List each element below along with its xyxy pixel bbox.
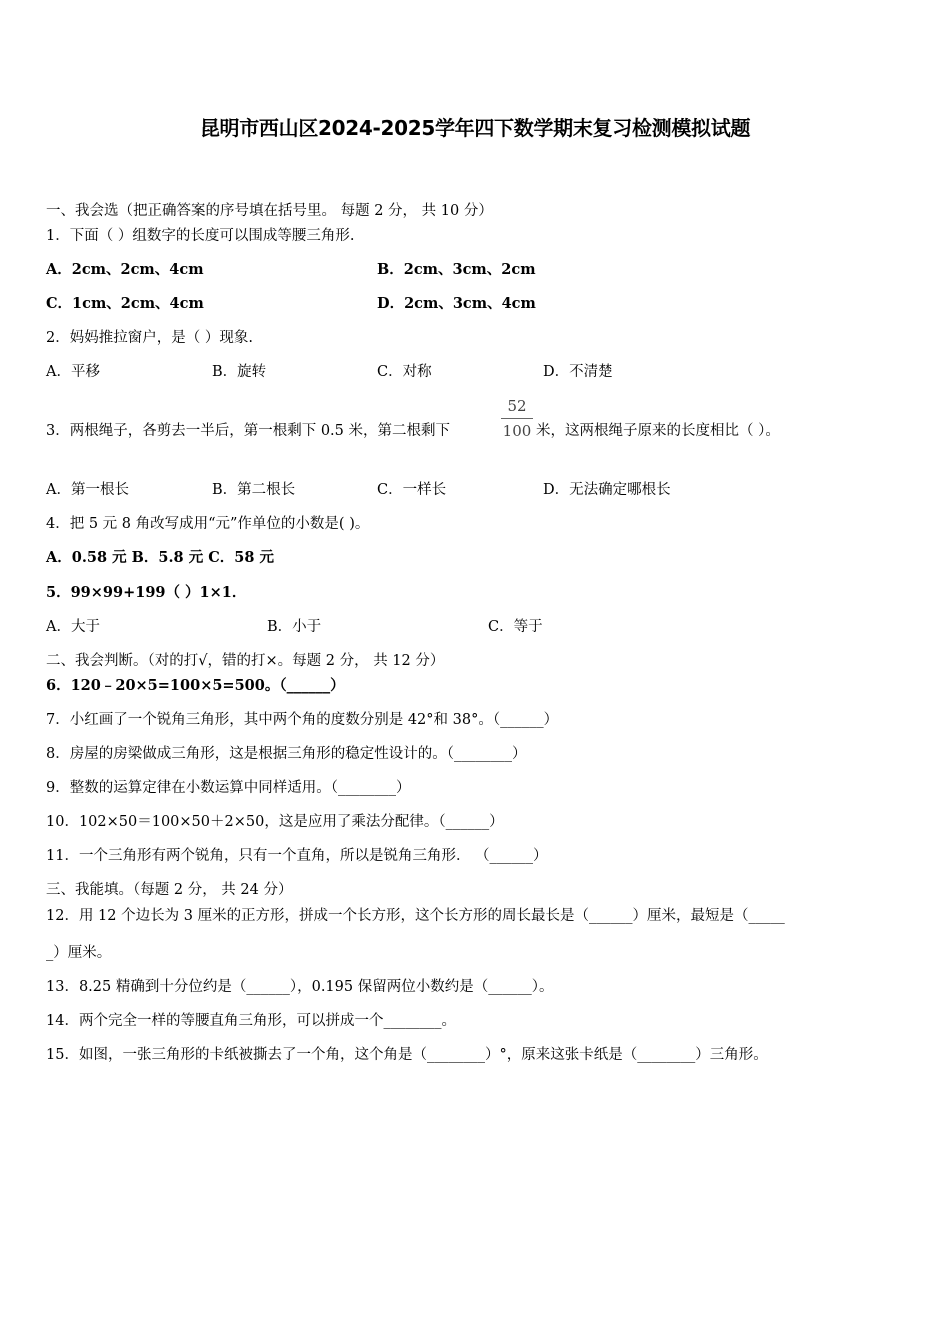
question-3-stem-start: 3．两根绳子，各剪去一半后，第一根剩下 0.5 米，第二根剩下	[46, 423, 451, 439]
fraction-bar	[501, 418, 533, 419]
section-1-heading: 一、我会选（把正确答案的序号填在括号里。 每题 2 分， 共 10 分）	[46, 203, 493, 219]
question-4-stem: 4．把 5 元 8 角改写成用“元”作单位的小数是( )。	[46, 516, 370, 532]
question-7: 7．小红画了一个锐角三角形，其中两个角的度数分别是 42°和 38°。（______）	[46, 712, 559, 728]
question-2-stem: 2．妈妈推拉窗户，是（ ）现象.	[46, 330, 253, 346]
question-3-fraction	[500, 396, 534, 441]
question-3-option-a: A．第一根长	[46, 482, 129, 498]
question-14: 14．两个完全一样的等腰直角三角形，可以拼成一个________。	[46, 1013, 456, 1029]
question-2-option-d: D．不清楚	[543, 364, 613, 380]
question-13: 13．8.25 精确到十分位约是（______），0.195 保留两位小数约是（______）。	[46, 979, 554, 995]
question-3-option-d: D．无法确定哪根长	[543, 482, 671, 498]
question-3-option-b: B．第二根长	[212, 482, 296, 498]
question-2-option-b: B．旋转	[212, 364, 267, 380]
question-2-option-a: A．平移	[46, 364, 100, 380]
question-6: 6．120﹣20×5=100×5=500。（______）	[46, 677, 345, 694]
question-5-option-b: B．小于	[267, 619, 322, 635]
section-3-heading: 三、我能填。（每题 2 分， 共 24 分）	[46, 882, 293, 898]
question-3-option-c: C．一样长	[377, 482, 447, 498]
question-1-option-b: B．2cm、3cm、2cm	[377, 261, 536, 278]
question-12-line-2: _）厘米。	[46, 945, 112, 961]
page-title: 昆明市西山区2024-2025学年四下数学期末复习检测模拟试题	[199, 116, 751, 140]
question-5-stem: 5．99×99+199（ ）1×1．	[46, 584, 247, 601]
question-5-option-c: C．等于	[488, 619, 543, 635]
section-2-heading: 二、我会判断。（对的打√，错的打×。每题 2 分， 共 12 分）	[46, 653, 445, 669]
fraction-denominator: 100	[502, 422, 532, 440]
fraction-numerator: 52	[507, 397, 527, 415]
question-1-option-a: A．2cm、2cm、4cm	[46, 261, 204, 278]
question-3-stem-end: 米，这两根绳子原来的长度相比（ ）。	[536, 423, 780, 439]
question-8: 8．房屋的房梁做成三角形，这是根据三角形的稳定性设计的。（________）	[46, 746, 527, 762]
question-10: 10．102×50＝100×50＋2×50，这是应用了乘法分配律。（______）	[46, 814, 504, 830]
question-1-stem: 1．下面（ ）组数字的长度可以围成等腰三角形.	[46, 228, 355, 244]
question-4-options: A．0.58 元 B．5.8 元 C．58 元	[46, 549, 275, 566]
question-9: 9．整数的运算定律在小数运算中同样适用。（________）	[46, 780, 411, 796]
question-12-line-1: 12．用 12 个边长为 3 厘米的正方形，拼成一个长方形，这个长方形的周长最长是（______）厘米，最短是（_____	[46, 908, 785, 924]
question-2-option-c: C．对称	[377, 364, 432, 380]
question-11: 11．一个三角形有两个锐角，只有一个直角，所以是锐角三角形． （______）	[46, 848, 548, 864]
question-15: 15．如图，一张三角形的卡纸被撕去了一个角，这个角是（________）°，原来这张卡纸是（________）三角形。	[46, 1047, 768, 1063]
question-5-option-a: A．大于	[46, 619, 100, 635]
question-1-option-d: D．2cm、3cm、4cm	[377, 295, 536, 312]
question-1-option-c: C．1cm、2cm、4cm	[46, 295, 204, 312]
